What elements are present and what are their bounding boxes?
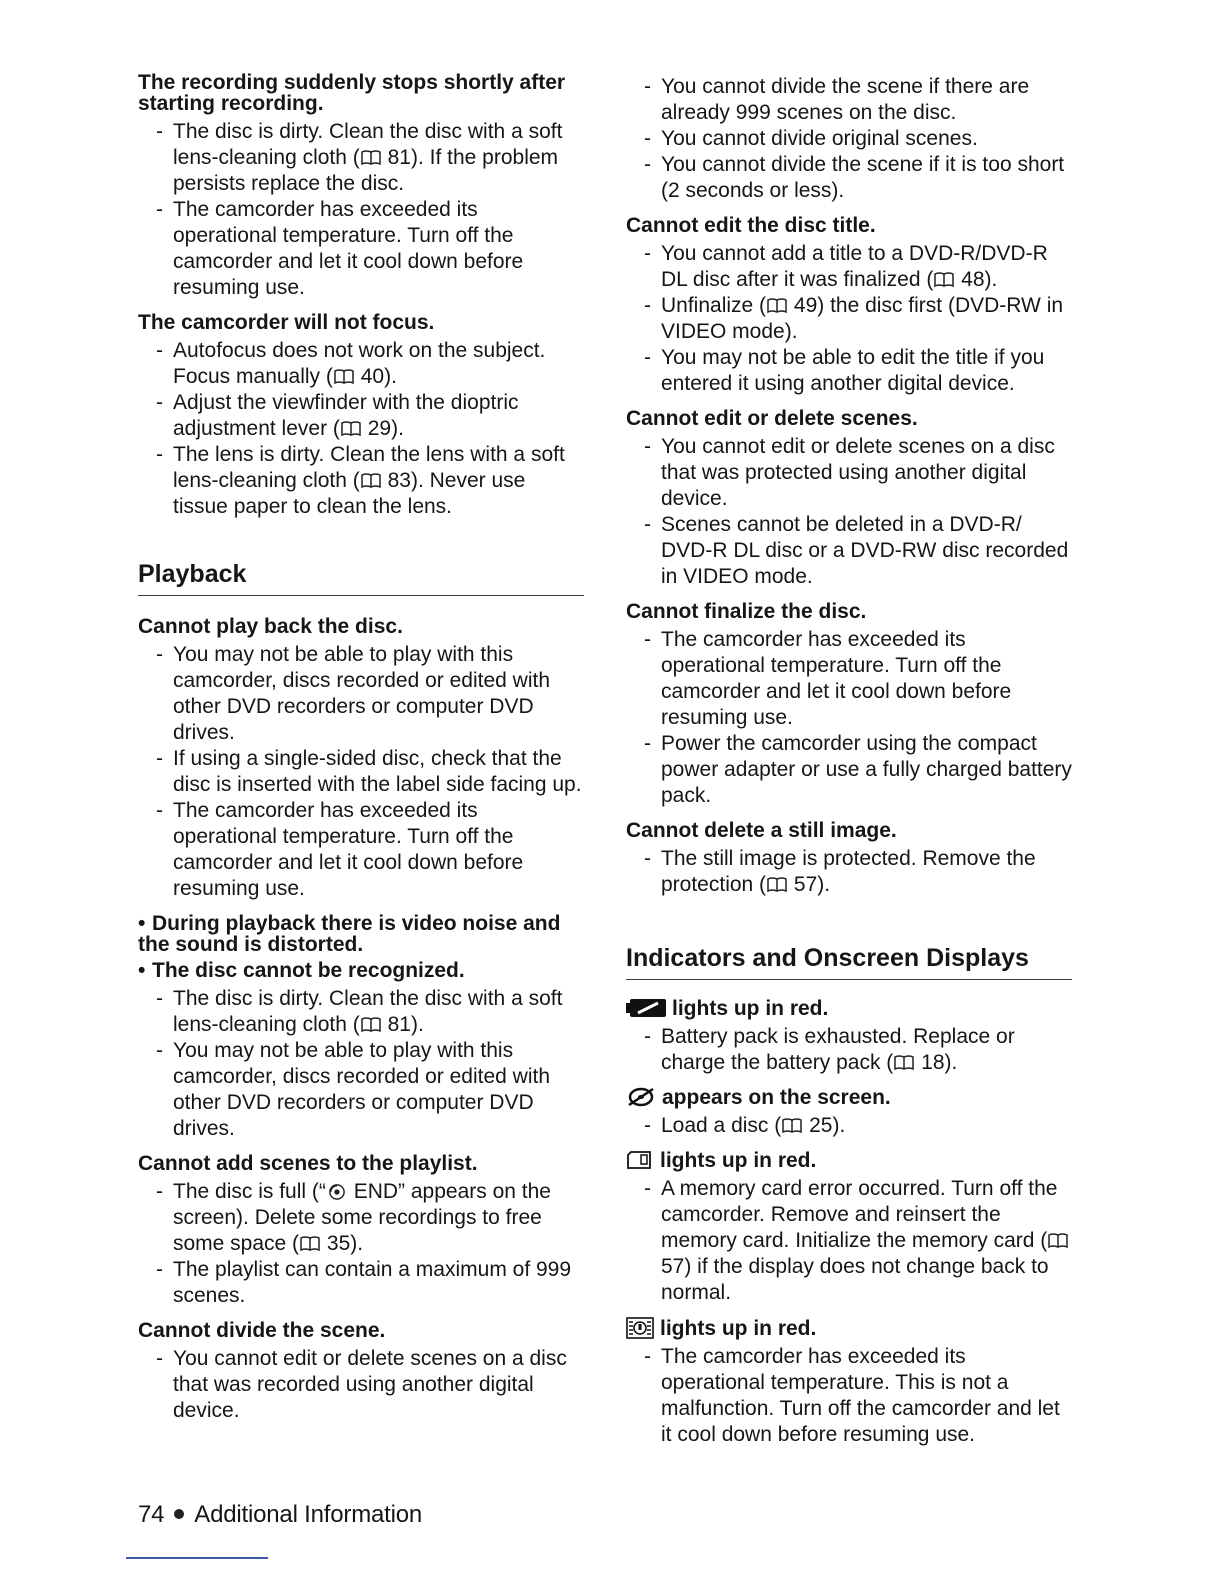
book-reference-icon — [360, 472, 382, 489]
disc-icon — [326, 1184, 348, 1200]
section-video-noise — [138, 913, 584, 1142]
list-item: - You cannot divide the scene if there are already 999 scenes on the disc. — [626, 74, 1072, 126]
list-item — [138, 1179, 584, 1257]
list-item: - You may not be able to play with this camcorder, discs recorded or edited with other DVD recorders or computer DVD drives. — [138, 1038, 584, 1142]
item-text: 81). — [387, 1013, 424, 1036]
temperature-warning-icon — [626, 1317, 654, 1339]
heading-not-recognized: • The disc cannot be recognized. — [138, 959, 465, 982]
no-disc-icon — [626, 1087, 656, 1107]
item-text: 83). Never use tissue paper to clean the lens. — [173, 469, 526, 518]
book-reference-icon — [340, 420, 362, 437]
list-item: - You may not be able to edit the title if you entered it using another digital device. — [626, 345, 1072, 397]
item-text: 40). — [360, 365, 397, 388]
list-item — [626, 1024, 1072, 1076]
list-item: - You may not be able to play with this camcorder, discs recorded or edited with other DVD recorders or computer DVD drives. — [138, 642, 584, 746]
list-item — [626, 1176, 1072, 1306]
item-text: The disc is full (“ — [173, 1180, 326, 1203]
list-item — [138, 338, 584, 390]
section-edit-title — [626, 215, 1072, 397]
list-item: - You cannot divide the scene if it is too short (2 seconds or less). — [626, 152, 1072, 204]
list-item: - The camcorder has exceeded its operational temperature. Turn off the camcorder and let it cool down before resuming use. — [138, 197, 584, 301]
list-item: - The camcorder has exceeded its operational temperature. Turn off the camcorder and let it cool down before resuming use. — [138, 798, 584, 902]
heading-video-noise: • During playback there is video noise and the sound is distorted. — [138, 912, 561, 956]
heading-text: During playback there is video noise and the sound is distorted. — [138, 912, 561, 956]
section-title-indicators: Indicators and Onscreen Displays — [626, 943, 1072, 980]
book-reference-icon — [360, 149, 382, 166]
section-cannot-play — [138, 616, 584, 902]
heading-temp — [626, 1317, 1072, 1339]
item-text: 48). — [961, 268, 998, 291]
section-title-playback: Playback — [138, 559, 584, 596]
section-recording-stops — [138, 72, 584, 301]
right-column — [626, 72, 1072, 1459]
bullet-dot — [174, 1509, 184, 1519]
heading-no-disc — [626, 1087, 1072, 1108]
list-item: - The camcorder has exceeded its operational temperature. Turn off the camcorder and let it cool down before resuming use. — [626, 627, 1072, 731]
heading-edit-title: Cannot edit the disc title. — [626, 214, 876, 237]
heading-text: lights up in red. — [660, 1149, 817, 1172]
left-column — [138, 72, 584, 1435]
item-text: The disc is dirty. Clean the disc with a soft lens-cleaning cloth ( — [173, 987, 563, 1036]
item-text: Autofocus does not work on the subject. Focus manually ( — [173, 339, 546, 388]
heading-text: lights up in red. — [672, 997, 829, 1020]
list-item — [626, 1113, 1072, 1139]
footer-section: Additional Information — [194, 1501, 423, 1528]
book-reference-icon — [360, 1016, 382, 1033]
section-delete-still — [626, 820, 1072, 898]
item-text: 25). — [809, 1114, 846, 1137]
item-text: 35). — [326, 1232, 364, 1255]
heading-text: lights up in red. — [660, 1317, 817, 1340]
list-item: - The camcorder has exceeded its operational temperature. This is not a malfunction. Turn off the camcorder and let it cool down before resuming use. — [626, 1344, 1072, 1448]
item-text: 49) the disc first (DVD-RW in VIDEO mode). — [661, 294, 1064, 343]
item-text: 18). — [921, 1051, 958, 1074]
item-text: Unfinalize ( — [661, 294, 767, 317]
book-reference-icon — [781, 1117, 803, 1134]
section-no-focus — [138, 312, 584, 520]
book-reference-icon — [1047, 1232, 1069, 1249]
section-playlist — [138, 1153, 584, 1309]
list-item: - The playlist can contain a maximum of 999 scenes. — [138, 1257, 584, 1309]
section-divide — [138, 1320, 584, 1424]
section-edit-delete — [626, 408, 1072, 590]
item-text: The still image is protected. Remove the protection ( — [661, 847, 1036, 896]
item-text: Adjust the viewfinder with the dioptric adjustment lever ( — [173, 391, 519, 440]
list-item — [138, 442, 584, 520]
list-item — [626, 293, 1072, 345]
book-reference-icon — [299, 1235, 321, 1252]
memory-card-icon — [626, 1150, 654, 1170]
item-text: 29). — [367, 417, 404, 440]
list-item: - You cannot edit or delete scenes on a disc that was protected using another digital device. — [626, 434, 1072, 512]
battery-empty-icon — [626, 998, 666, 1018]
list-item: - Scenes cannot be deleted in a DVD-R/ DVD-R DL disc or a DVD-RW disc recorded in VIDEO mode. — [626, 512, 1072, 590]
heading-card — [626, 1150, 1072, 1171]
heading-cannot-play: Cannot play back the disc. — [138, 615, 403, 638]
item-text: The disc is dirty. Clean the disc with a soft lens-cleaning cloth ( — [173, 120, 563, 169]
item-text: The lens is dirty. Clean the lens with a soft lens-cleaning cloth ( — [173, 443, 565, 492]
section-divide-continued — [626, 74, 1072, 204]
heading-no-focus: The camcorder will not focus. — [138, 311, 435, 334]
list-item — [138, 390, 584, 442]
section-temp-indicator — [626, 1317, 1072, 1448]
list-item — [626, 241, 1072, 293]
heading-text: The disc cannot be recognized. — [152, 959, 465, 982]
item-text: You cannot add a title to a DVD-R/DVD-R DL disc after it was finalized ( — [661, 242, 1048, 291]
list-item: - Power the camcorder using the compact power adapter or use a fully charged battery pack. — [626, 731, 1072, 809]
list-item: - You cannot edit or delete scenes on a disc that was recorded using another digital device. — [138, 1346, 584, 1424]
book-reference-icon — [333, 368, 355, 385]
item-text: 57) if the display does not change back to normal. — [661, 1255, 1049, 1304]
heading-playlist: Cannot add scenes to the playlist. — [138, 1152, 478, 1175]
section-finalize — [626, 601, 1072, 809]
item-text: Load a disc ( — [661, 1114, 782, 1137]
list-item: - If using a single-sided disc, check that the disc is inserted with the label side facing up. — [138, 746, 584, 798]
list-item — [626, 846, 1072, 898]
item-text: Battery pack is exhausted. Replace or charge the battery pack ( — [661, 1025, 1015, 1074]
page-footer — [138, 1501, 422, 1529]
book-reference-icon — [766, 876, 788, 893]
book-reference-icon — [893, 1054, 915, 1071]
section-card-indicator — [626, 1150, 1072, 1306]
heading-battery — [626, 998, 1072, 1019]
item-text: 81). If the problem persists replace the disc. — [173, 146, 559, 195]
book-reference-icon — [933, 271, 955, 288]
item-text: A memory card error occurred. Turn off the camcorder. Remove and reinsert the memory card. Initialize the memory card ( — [661, 1177, 1058, 1252]
heading-edit-delete: Cannot edit or delete scenes. — [626, 407, 918, 430]
book-reference-icon — [766, 297, 788, 314]
list-item — [138, 986, 584, 1038]
heading-delete-still: Cannot delete a still image. — [626, 819, 897, 842]
heading-text: appears on the screen. — [662, 1086, 891, 1109]
section-battery-indicator — [626, 998, 1072, 1076]
heading-divide: Cannot divide the scene. — [138, 1319, 386, 1342]
heading-recording-stops: The recording suddenly stops shortly after starting recording. — [138, 71, 566, 115]
page-number: 74 — [138, 1501, 165, 1528]
scan-artifact-line — [126, 1557, 268, 1559]
item-text: END” appears on the screen). Delete some recordings to free some space ( — [173, 1180, 551, 1255]
list-item — [138, 119, 584, 197]
heading-finalize: Cannot finalize the disc. — [626, 600, 867, 623]
item-text: 57). — [793, 873, 831, 896]
list-item: - You cannot divide original scenes. — [626, 126, 1072, 152]
section-no-disc-indicator — [626, 1087, 1072, 1139]
